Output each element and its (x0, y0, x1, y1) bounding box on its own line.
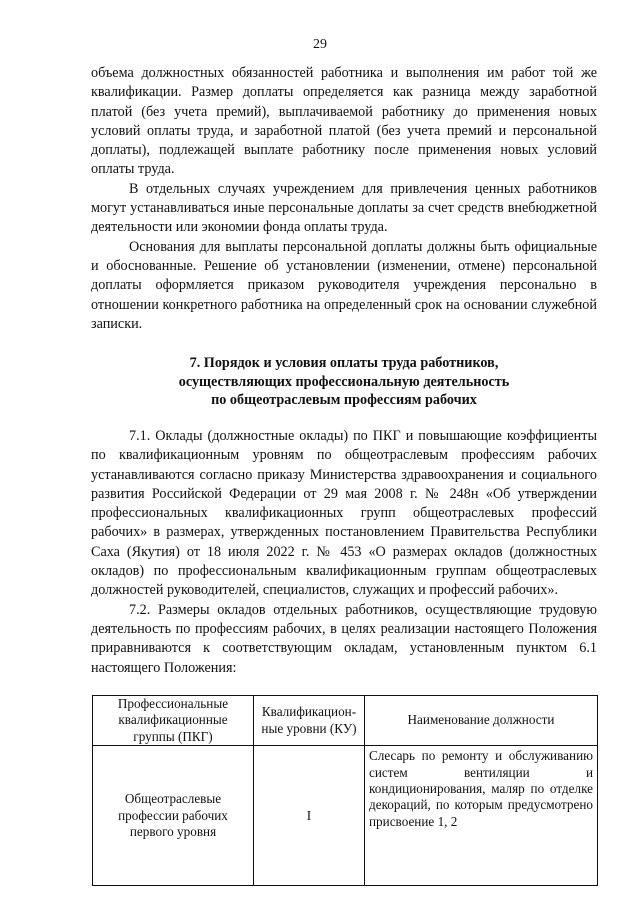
salary-table (92, 695, 598, 886)
table-header-cell: Наименование должности (365, 696, 598, 746)
body-text-top (91, 64, 597, 334)
section-heading-line: по общеотраслевым профессиям рабочих (211, 392, 477, 408)
page-number: 29 (313, 37, 327, 52)
paragraph: 7.2. Размеры окладов отдельных работников, осуществляющие трудовую деятельность по профессиям рабочих, в целях реализации настоящего Положения приравниваются к соответствующим окладам, установленным пунктом 6.1 настоящего Положения: (91, 601, 597, 676)
table-header-row (93, 696, 598, 746)
table-cell-group: Общеотраслевые профессии рабочих первого уровня (93, 746, 254, 886)
paragraph: 7.1. Оклады (должностные оклады) по ПКГ и повышающие коэффициенты по квалификационным уровням по общеотраслевым профессиям рабочих устанавливаются согласно приказу Министерства здравоохранения и социального развития Российской Федерации от 29 мая 2008 г. № 248н «Об утверждении профессиональных квалификационных групп общеотраслевых профессий рабочих» в размерах, утвержденных постановлением Правительства Республики Саха (Якутия) от 18 июля 2022 г. № 453 «О размерах окладов (должностных окладов) по профессиональным квалификационным группам общеотраслевых должностей руководителей, специалистов, служащих и профессий рабочих». (91, 428, 597, 599)
body-text-section (91, 427, 597, 678)
table-cell-level: I (254, 746, 365, 886)
section-heading-line: 7. Порядок и условия оплаты труда работников, (189, 355, 499, 371)
table-row (93, 746, 598, 886)
section-heading-line: осуществляющих профессиональную деятельность (178, 373, 510, 390)
paragraph: объема должностных обязанностей работника и выполнения им работ той же квалификации. Размер доплаты определяется как разница между заработной платой (без учета премий), выплачиваемой работнику до применения новых условий оплаты труда, и заработной платой (без учета премий и персональной доплаты), подлежащей выплате работнику после применения новых условий оплаты труда. (91, 65, 597, 178)
paragraph: Основания для выплаты персональной доплаты должны быть официальные и обоснованные. Решение об установлении (изменении, отмене) персональной доплаты оформляется приказом руководителя учреждения персонально в отношении конкретного работника на определенный срок на основании служебной записки. (91, 238, 597, 332)
table-header-cell: Квалификацион-ные уровни (КУ) (254, 696, 365, 746)
table-header-cell: Профессиональные квалификационные группы (ПКГ) (93, 696, 254, 746)
table-cell-position: Слесарь по ремонту и обслуживанию систем вентиляции и кондиционирования, маляр по отделке декораций, по которым предусмотрено присвоение 1, 2 (365, 746, 598, 886)
section-heading (91, 354, 597, 410)
paragraph: В отдельных случаях учреждением для привлечения ценных работников могут устанавливаться иные персональные доплаты за счет средств внебюджетной деятельности или экономии фонда оплаты труда. (91, 180, 597, 236)
